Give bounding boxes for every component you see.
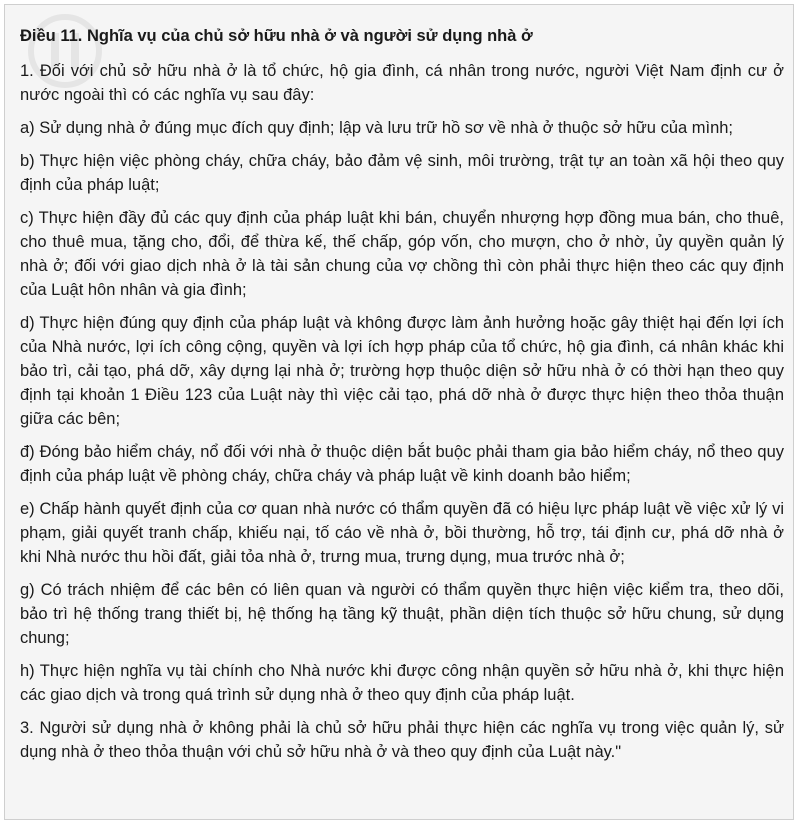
article-content xyxy=(20,24,784,773)
clause-b: b) Thực hiện việc phòng cháy, chữa cháy, bảo đảm vệ sinh, môi trường, trật tự an toàn xã hội theo quy định của pháp luật; xyxy=(20,152,784,194)
clause-dd: đ) Đóng bảo hiểm cháy, nổ đối với nhà ở thuộc diện bắt buộc phải tham gia bảo hiểm cháy, nổ theo quy định của pháp luật về phòng cháy, chữa cháy và pháp luật về kinh doanh bảo hiểm; xyxy=(20,443,784,485)
article-title: Điều 11. Nghĩa vụ của chủ sở hữu nhà ở và người sử dụng nhà ở xyxy=(20,27,533,45)
clause-d: d) Thực hiện đúng quy định của pháp luật và không được làm ảnh hưởng hoặc gây thiệt hại đến lợi ích của Nhà nước, lợi ích công cộng, quyền và lợi ích hợp pháp của tổ chức, hộ gia đình, cá nhân khác khi bảo trì, cải tạo, phá dỡ, xây dựng lại nhà ở; trường hợp thuộc diện sở hữu nhà ở có thời hạn theo quy định tại khoản 1 Điều 123 của Luật này thì việc cải tạo, phá dỡ nhà ở được thực hiện theo thỏa thuận giữa các bên; xyxy=(20,314,784,428)
clause-c: c) Thực hiện đầy đủ các quy định của pháp luật khi bán, chuyển nhượng hợp đồng mua bán, cho thuê, cho thuê mua, tặng cho, đổi, để thừa kế, thế chấp, góp vốn, cho mượn, cho ở nhờ, ủy quyền quản lý nhà ở; đối với giao dịch nhà ở là tài sản chung của vợ chồng thì còn phải thực hiện theo các quy định của Luật hôn nhân và gia đình; xyxy=(20,209,784,299)
clause-a: a) Sử dụng nhà ở đúng mục đích quy định; lập và lưu trữ hồ sơ về nhà ở thuộc sở hữu của mình; xyxy=(20,119,734,137)
clause-h: h) Thực hiện nghĩa vụ tài chính cho Nhà nước khi được công nhận quyền sở hữu nhà ở, khi thực hiện các giao dịch và trong quá trình sử dụng nhà ở theo quy định của pháp luật. xyxy=(20,662,784,704)
clause-e: e) Chấp hành quyết định của cơ quan nhà nước có thẩm quyền đã có hiệu lực pháp luật về việc xử lý vi phạm, giải quyết tranh chấp, khiếu nại, tố cáo về nhà ở, bồi thường, hỗ trợ, tái định cư, phá dỡ nhà ở khi Nhà nước thu hồi đất, giải tỏa nhà ở, trưng mua, trưng dụng, mua trước nhà ở; xyxy=(20,500,784,566)
paragraph-1: 1. Đối với chủ sở hữu nhà ở là tổ chức, hộ gia đình, cá nhân trong nước, người Việt Nam định cư ở nước ngoài thì có các nghĩa vụ sau đây: xyxy=(20,62,784,104)
article-frame xyxy=(4,4,794,820)
paragraph-3: 3. Người sử dụng nhà ở không phải là chủ sở hữu phải thực hiện các nghĩa vụ trong việc quản lý, sử dụng nhà ở theo thỏa thuận với chủ sở hữu nhà ở và theo quy định của Luật này." xyxy=(20,719,784,761)
clause-g: g) Có trách nhiệm để các bên có liên quan và người có thẩm quyền thực hiện việc kiểm tra, theo dõi, bảo trì hệ thống trang thiết bị, hệ thống hạ tầng kỹ thuật, phần diện tích thuộc sở hữu chung, sử dụng chung; xyxy=(20,581,784,647)
